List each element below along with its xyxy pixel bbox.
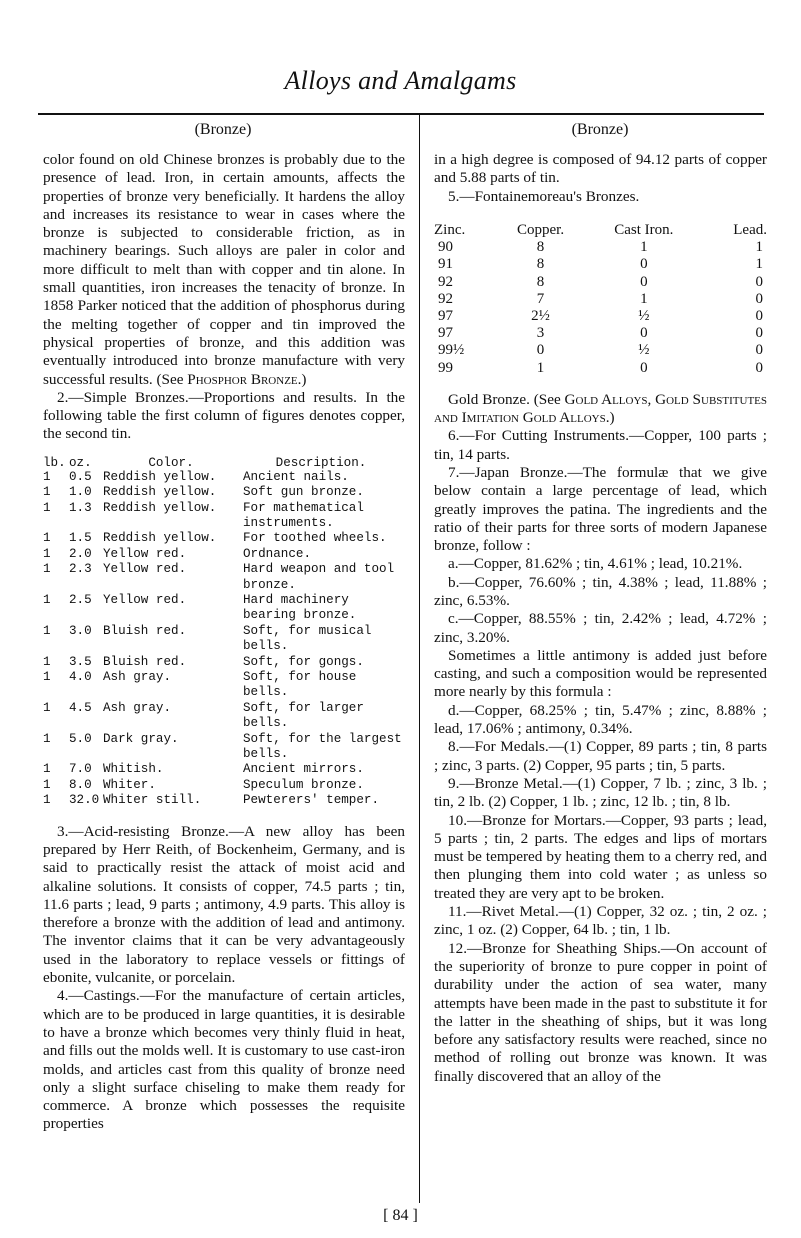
- lb-cell: 1: [43, 531, 51, 546]
- table-row: [43, 470, 403, 485]
- lead-cell: 1: [755, 239, 763, 256]
- table-header-row: [43, 456, 403, 470]
- fontainemoreau-body: [434, 239, 767, 377]
- table-row: [434, 291, 767, 308]
- table-row: [434, 274, 767, 291]
- table-header-row: [434, 222, 767, 239]
- cast-iron-cell: 0: [640, 359, 648, 376]
- zinc-cell: 97: [438, 307, 453, 324]
- cast-iron-cell: 0: [640, 273, 648, 290]
- color-cell: Reddish yellow.: [103, 485, 217, 500]
- lead-cell: 0: [755, 273, 763, 290]
- column-divider: [419, 113, 420, 1203]
- zinc-cell: 99½: [438, 342, 465, 359]
- description-cell: Soft, for the largest bells.: [243, 731, 402, 762]
- lb-cell: 1: [43, 623, 51, 638]
- table-row: [43, 732, 403, 763]
- description-cell: Soft, for house bells.: [243, 670, 357, 700]
- formula-b: b.—Copper, 76.60% ; tin, 4.38% ; lead, 11.88% ; zinc, 6.53%.: [434, 573, 767, 609]
- oz-cell: 0.5: [69, 469, 92, 484]
- copper-cell: 3: [536, 325, 545, 342]
- lb-cell: 1: [43, 546, 51, 561]
- col-lb-header: lb.: [43, 455, 66, 470]
- oz-cell: 3.0: [69, 623, 92, 638]
- cast-iron-cell: 1: [640, 239, 648, 256]
- zinc-cell: 91: [438, 256, 453, 273]
- description-cell: Speculum bronze.: [243, 777, 364, 792]
- lb-cell: 1: [43, 469, 51, 484]
- table-row: [43, 501, 403, 532]
- right-running-head: (Bronze): [571, 121, 629, 138]
- lead-cell: 0: [755, 342, 763, 359]
- description-cell: Soft gun bronze.: [243, 485, 364, 500]
- lb-cell: 1: [43, 593, 51, 607]
- zinc-cell: 99: [438, 359, 453, 376]
- cast-iron-cell: ½: [638, 342, 650, 359]
- paragraph-castings-cont: in a high degree is composed of 94.12 parts of copper and 5.88 parts of tin.: [434, 151, 767, 187]
- heading-fontainemoreau: 5.—Fontainemoreau's Bronzes.: [448, 187, 640, 205]
- col-copper-header: Copper.: [517, 221, 565, 238]
- paragraph-gold-bronze: Gold Bronze. (See Gold Alloys, Gold Substitutes and Imitation Gold Alloys.): [434, 390, 768, 427]
- oz-cell: 5.0: [69, 731, 92, 746]
- copper-cell: 2½: [531, 307, 550, 324]
- oz-cell: 1.3: [69, 500, 92, 515]
- table-row: [434, 308, 767, 325]
- cast-iron-cell: ½: [638, 307, 650, 324]
- color-cell: Dark gray.: [103, 731, 179, 746]
- table-row: [43, 762, 403, 777]
- copper-cell: 7: [536, 290, 545, 307]
- oz-cell: 7.0: [69, 762, 92, 777]
- paragraph-simple-bronzes: 2.—Simple Bronzes.—Proportions and results. In the following table the first column of figures denotes copper, the second tin.: [43, 388, 405, 443]
- xref-phosphor-bronze: Phosphor Bronze.): [187, 370, 307, 388]
- oz-cell: 3.5: [69, 654, 92, 669]
- lb-cell: 1: [43, 700, 51, 715]
- zinc-cell: 92: [438, 290, 453, 307]
- copper-cell: 1: [536, 359, 545, 376]
- left-running-head: (Bronze): [194, 121, 252, 138]
- lb-cell: 1: [43, 654, 51, 669]
- table-row: [43, 670, 403, 701]
- lb-cell: 1: [43, 500, 51, 515]
- paragraph-mortars: 10.—Bronze for Mortars.—Copper, 93 parts ; lead, 5 parts ; tin, 2 parts. The edges and lips of mortars must be tempered by heating them to a cherry red, and then plunging them into cold water ; as unless so treated they are very apt to be broken.: [434, 811, 767, 902]
- zinc-cell: 92: [438, 273, 453, 290]
- paragraph-cutting-instruments: 6.—For Cutting Instruments.—Copper, 100 parts ; tin, 14 parts.: [434, 427, 767, 463]
- zinc-cell: 97: [438, 325, 453, 342]
- description-cell: Ancient mirrors.: [243, 762, 364, 777]
- lead-cell: 0: [755, 359, 763, 376]
- table-row: [43, 593, 403, 624]
- paragraph-sheathing-ships: 12.—Bronze for Sheathing Ships.—On account of the superiority of bronze to pure copper in point of durability under the action of sea water, many attempts have been made in the past to substitute it for the latter in the sheathing of ships, but it was long before any satisfactory results were reached, since no method of rolling out bronze was known. It was finally discovered that an alloy of the: [434, 939, 767, 1085]
- oz-cell: 2.5: [69, 593, 92, 607]
- zinc-cell: 90: [438, 239, 453, 256]
- table-row: [43, 778, 403, 793]
- lb-cell: 1: [43, 762, 51, 777]
- lead-cell: 0: [755, 290, 763, 307]
- table-row: [434, 325, 767, 342]
- simple-bronzes-table: [43, 456, 403, 809]
- lead-cell: 0: [755, 307, 763, 324]
- color-cell: Whiter still.: [103, 793, 202, 808]
- page-title: Alloys and Amalgams: [284, 66, 517, 95]
- table-row: [43, 547, 403, 562]
- color-cell: Whitish.: [103, 762, 164, 777]
- color-cell: Reddish yellow.: [103, 500, 217, 515]
- description-cell: Ancient nails.: [243, 469, 349, 484]
- table-row: [43, 655, 403, 670]
- color-cell: Bluish red.: [103, 623, 187, 638]
- table-row: [43, 624, 403, 655]
- description-cell: For toothed wheels.: [243, 531, 387, 546]
- oz-cell: 8.0: [69, 777, 92, 792]
- description-cell: Soft, for musical bells.: [243, 623, 372, 654]
- paragraph-japan-bronze: 7.—Japan Bronze.—The formulæ that we give below contain a large percentage of lead, which greatly improves the patina. The ingredients and the ratio of their parts for three sorts of modern Japanese bronze, follow :: [434, 463, 767, 555]
- copper-cell: 0: [536, 342, 545, 359]
- cast-iron-cell: 0: [640, 256, 648, 273]
- paragraph-bronze-metal: 9.—Bronze Metal.—(1) Copper, 7 lb. ; zinc, 3 lb. ; tin, 2 lb. (2) Copper, 1 lb. ; zinc, 12 lb. ; tin, 8 lb.: [434, 774, 767, 811]
- xref-gold-alloys: Gold Alloys, Gold Substitutes and Imitation Gold Alloys.): [434, 390, 768, 427]
- description-cell: Hard machinery bearing bronze.: [243, 593, 357, 623]
- oz-cell: 1.5: [69, 531, 92, 546]
- table-row: [43, 701, 403, 732]
- lb-cell: 1: [43, 562, 51, 577]
- color-cell: Reddish yellow.: [103, 531, 217, 546]
- table-row: [43, 793, 403, 808]
- description-cell: Hard weapon and tool bronze.: [243, 562, 395, 592]
- lead-cell: 1: [755, 256, 763, 273]
- header-rule: [38, 113, 764, 115]
- table-row: [43, 531, 403, 546]
- table-row: [434, 256, 767, 273]
- copper-cell: 8: [536, 273, 545, 290]
- formula-a: a.—Copper, 81.62% ; tin, 4.61% ; lead, 10.21%.: [448, 555, 743, 573]
- formula-c: c.—Copper, 88.55% ; tin, 2.42% ; lead, 4.72% ; zinc, 3.20%.: [434, 610, 767, 646]
- simple-bronzes-body: [43, 470, 403, 809]
- cast-iron-cell: 0: [640, 325, 648, 342]
- lb-cell: 1: [43, 777, 51, 792]
- col-description-header: Description.: [275, 455, 367, 470]
- color-cell: Ash gray.: [103, 670, 172, 685]
- description-cell: Soft, for gongs.: [243, 654, 364, 669]
- left-column: [43, 151, 405, 1134]
- paragraph-rivet-metal: 11.—Rivet Metal.—(1) Copper, 32 oz. ; tin, 2 oz. ; zinc, 1 oz. (2) Copper, 64 lb. ; tin, 1 lb.: [434, 903, 767, 939]
- paragraph-lead-iron: color found on old Chinese bronzes is probably due to the presence of lead. Iron, in certain amounts, affects the properties of bronze very beneficially. It hardens the alloy and increases its resistance to wear in cases where the bronze is subjected to considerable friction, as in machinery bearings. Such alloys are paler in color and more difficult to melt than with copper and tin alone. In small quantities, iron increases the tenacity of bronze. In 1858 Parker noticed that the addition of phosphorus during the melting together of copper and tin improved the physical properties of bronze, and this addition was eventually introduced into bronze manufacture with very successful results. (See Phosphor Bronze.): [43, 151, 405, 388]
- lb-cell: 1: [43, 793, 51, 808]
- cast-iron-cell: 1: [640, 290, 648, 307]
- color-cell: Ash gray.: [103, 700, 172, 715]
- fontainemoreau-table: [434, 222, 767, 377]
- color-cell: Yellow red.: [103, 562, 187, 577]
- col-lead-header: Lead.: [733, 221, 767, 238]
- color-cell: Yellow red.: [103, 593, 187, 607]
- paragraph-acid-resisting: 3.—Acid-resisting Bronze.—A new alloy has been prepared by Herr Reith, of Bockenheim, Germany, and is said to practically resist the attack of moist acid and alkaline solutions. It consists of copper, 74.5 parts ; tin, 11.6 parts ; lead, 9 parts ; antimony, 4.9 parts. This alloy is therefore a bronze with the addition of lead and antimony. The inventor claims that it can be very advantageously used in the laboratory to replace vessels or fittings of ebonite, vulcanite, or porcelain.: [43, 822, 405, 987]
- paragraph-medals: 8.—For Medals.—(1) Copper, 89 parts ; tin, 8 parts ; zinc, 3 parts. (2) Copper, 95 parts ; tin, 5 parts.: [434, 738, 767, 774]
- oz-cell: 32.0: [69, 793, 100, 808]
- formula-d: d.—Copper, 68.25% ; tin, 5.47% ; zinc, 8.88% ; lead, 17.06% ; antimony, 0.34%.: [434, 701, 767, 738]
- col-cast-iron-header: Cast Iron.: [614, 221, 674, 238]
- oz-cell: 4.5: [69, 700, 92, 715]
- color-cell: Reddish yellow.: [103, 469, 217, 484]
- color-cell: Bluish red.: [103, 654, 187, 669]
- paragraph-antimony: Sometimes a little antimony is added just before casting, and such a composition would be represented more nearly by this formula :: [434, 646, 767, 701]
- color-cell: Whiter.: [103, 777, 156, 792]
- table-row: [434, 342, 767, 359]
- color-cell: Yellow red.: [103, 546, 187, 561]
- col-oz-header: oz.: [69, 455, 92, 470]
- description-cell: Ordnance.: [243, 546, 312, 561]
- oz-cell: 2.0: [69, 546, 92, 561]
- table-row: [434, 239, 767, 256]
- copper-cell: 8: [536, 239, 545, 256]
- description-cell: Pewterers' temper.: [243, 793, 380, 808]
- oz-cell: 1.0: [69, 485, 92, 500]
- copper-cell: 8: [536, 256, 545, 273]
- lb-cell: 1: [43, 731, 51, 746]
- paragraph-castings: 4.—Castings.—For the manufacture of certain articles, which are to be produced in large quantities, it is desirable to have a bronze which becomes very thinly fluid in heat, and fills out the molds well. It is customary to use cast-iron molds, and articles cast from this quality of bronze need only a slight surface chiseling to make them ready for commerce. A bronze which possesses the requisite properties: [43, 987, 405, 1133]
- col-color-header: Color.: [148, 455, 194, 470]
- oz-cell: 4.0: [69, 670, 92, 685]
- table-row: [43, 562, 403, 593]
- lead-cell: 0: [755, 325, 763, 342]
- description-cell: Soft, for larger bells.: [243, 700, 364, 731]
- description-cell: For mathematical instruments.: [243, 500, 364, 530]
- col-zinc-header: Zinc.: [434, 221, 466, 238]
- page-number: [ 84 ]: [383, 1207, 418, 1224]
- table-row: [434, 360, 767, 377]
- right-column: [434, 151, 767, 1086]
- oz-cell: 2.3: [69, 562, 92, 577]
- table-row: [43, 485, 403, 500]
- lb-cell: 1: [43, 485, 51, 500]
- lb-cell: 1: [43, 670, 51, 685]
